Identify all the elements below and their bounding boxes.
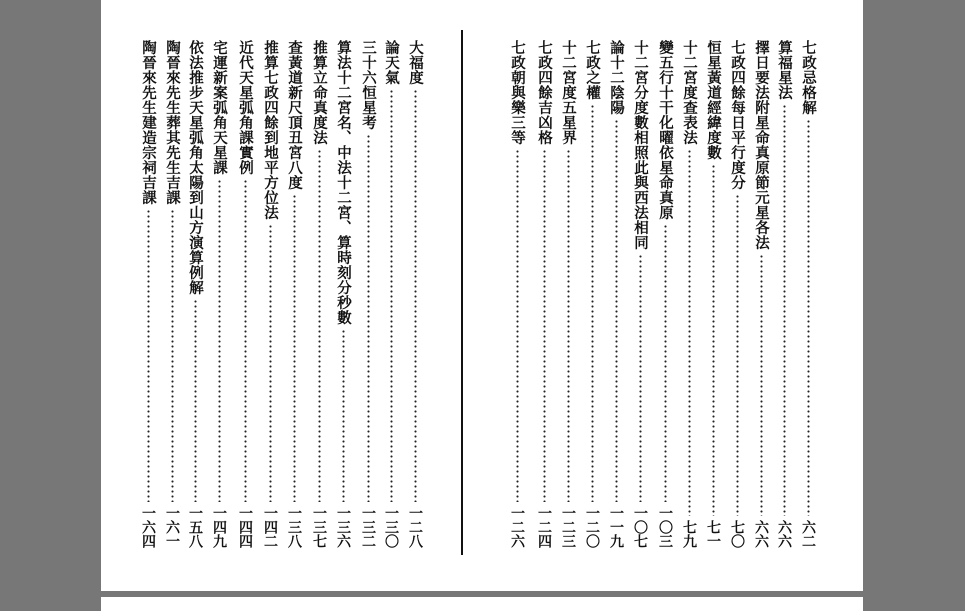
toc-entry-left-1: [405, 40, 425, 548]
toc-page-number: 一四九: [211, 506, 227, 548]
leader-dots: [171, 209, 174, 502]
toc-entry-right-6: [679, 40, 699, 548]
toc-title: 大福度: [407, 40, 424, 85]
toc-title: 宅運新案弧角天星課: [211, 40, 228, 175]
toc-page-number: 七〇: [729, 520, 745, 548]
toc-entry-left-8: [235, 40, 255, 548]
leader-dots: [390, 89, 393, 502]
toc-entry-right-9: [606, 40, 626, 548]
leader-dots: [639, 254, 642, 502]
toc-page-number: 一三七: [311, 506, 327, 548]
toc-entry-right-3: [751, 40, 771, 548]
toc-title: 三十六恒星考: [360, 40, 377, 130]
toc-title: 近代天星弧角課實例: [237, 40, 254, 175]
leader-dots: [342, 329, 345, 502]
toc-page-number: 一三〇: [383, 506, 399, 548]
toc-page-number: 一二八: [407, 506, 423, 548]
toc-page-number: 一六一: [164, 506, 180, 548]
leader-dots: [269, 224, 272, 502]
next-page-edge: [101, 597, 863, 611]
toc-title: 推算七政四餘到地平方位法: [262, 40, 279, 220]
toc-page-number: 一三八: [286, 506, 302, 548]
toc-page-number: 一三二: [360, 506, 376, 548]
toc-title: 十二宮度五星界: [560, 40, 577, 145]
leader-dots: [367, 134, 370, 502]
toc-page-number: 一二三: [560, 506, 576, 548]
leader-dots: [293, 194, 296, 502]
toc-entry-left-4: [333, 40, 353, 548]
toc-page-number: 一四四: [237, 506, 253, 548]
toc-title: 查黃道新尺頂丑宮八度: [286, 40, 303, 190]
leader-dots: [244, 179, 247, 502]
toc-page-number: 一二〇: [584, 506, 600, 548]
toc-entry-left-12: [138, 40, 158, 548]
toc-page-number: 六六: [776, 520, 792, 548]
toc-page-number: 一五八: [187, 506, 203, 548]
toc-entry-right-11: [558, 40, 578, 548]
toc-entry-left-7: [260, 40, 280, 548]
leader-dots: [218, 179, 221, 502]
leader-dots: [516, 149, 519, 502]
toc-entry-left-5: [309, 40, 329, 548]
toc-title: 陶晉來先生葬其先生吉課: [164, 40, 181, 205]
toc-entry-right-13: [507, 40, 527, 548]
toc-page-number: 一四二: [262, 506, 278, 548]
toc-title: 依法推步天星弧角太陽到山方演算例解: [187, 40, 204, 295]
toc-page-number: 一〇三: [657, 506, 673, 548]
toc-page-number: 一六四: [140, 506, 156, 548]
toc-page-number: 一〇七: [632, 506, 648, 548]
leader-dots: [615, 119, 618, 502]
toc-title: 七政四餘每日平行度分: [729, 40, 746, 190]
toc-page-number: 七一: [705, 520, 721, 548]
leader-dots: [807, 119, 810, 516]
toc-entry-left-11: [162, 40, 182, 548]
toc-title: 七政忌格解: [800, 40, 817, 115]
toc-title: 陶晉來先生建造宗祠吉課: [140, 40, 157, 205]
toc-entry-right-8: [630, 40, 650, 548]
toc-entry-right-5: [703, 40, 723, 548]
page-gutter-line: [461, 30, 463, 555]
toc-title: 推算立命真度法: [311, 40, 328, 145]
toc-title: 七政四餘吉凶格: [536, 40, 553, 145]
toc-page-number: 一三六: [335, 506, 351, 548]
toc-title: 論十二陰陽: [608, 40, 625, 115]
toc-entry-right-2: [774, 40, 794, 548]
toc-page-number: 七九: [681, 520, 697, 548]
toc-title: 七政朝與樂三等: [509, 40, 526, 145]
toc-title: 十二宮度查表法: [681, 40, 698, 145]
leader-dots: [318, 149, 321, 502]
toc-title: 變五行十干化曜依星命真原: [657, 40, 674, 220]
leader-dots: [194, 299, 197, 502]
toc-title: 十二宮分度數相照此與西法相同: [632, 40, 649, 250]
toc-entry-left-2: [381, 40, 401, 548]
toc-entry-left-6: [284, 40, 304, 548]
toc-entry-left-9: [209, 40, 229, 548]
toc-title: 擇日要法附星命真原節元星各法: [753, 40, 770, 250]
toc-title: 算法十二宮名、中法十二宮、算時刻分秒數: [335, 40, 352, 325]
leader-dots: [688, 149, 691, 516]
toc-entry-right-12: [534, 40, 554, 548]
leader-dots: [414, 89, 417, 502]
toc-page-number: 一二六: [509, 506, 525, 548]
toc-page-number: 一二四: [536, 506, 552, 548]
leader-dots: [591, 104, 594, 502]
leader-dots: [760, 254, 763, 516]
toc-page-number: 一一九: [608, 506, 624, 548]
leader-dots: [712, 164, 715, 516]
toc-title: 算福星法: [776, 40, 793, 100]
book-spread: [101, 0, 863, 591]
toc-entry-left-10: [185, 40, 205, 548]
toc-entry-right-1: [798, 40, 818, 548]
leader-dots: [147, 209, 150, 502]
leader-dots: [783, 104, 786, 516]
toc-entry-right-7: [655, 40, 675, 548]
leader-dots: [543, 149, 546, 502]
leader-dots: [664, 224, 667, 502]
toc-entry-right-4: [727, 40, 747, 548]
toc-title: 恒星黃道經緯度數: [705, 40, 722, 160]
leader-dots: [567, 149, 570, 502]
toc-entry-left-3: [358, 40, 378, 548]
toc-page-number: 六六: [753, 520, 769, 548]
toc-page-number: 六二: [800, 520, 816, 548]
toc-entry-right-10: [582, 40, 602, 548]
toc-title: 七政之權: [584, 40, 601, 100]
leader-dots: [736, 194, 739, 516]
toc-title: 論天氣: [383, 40, 400, 85]
